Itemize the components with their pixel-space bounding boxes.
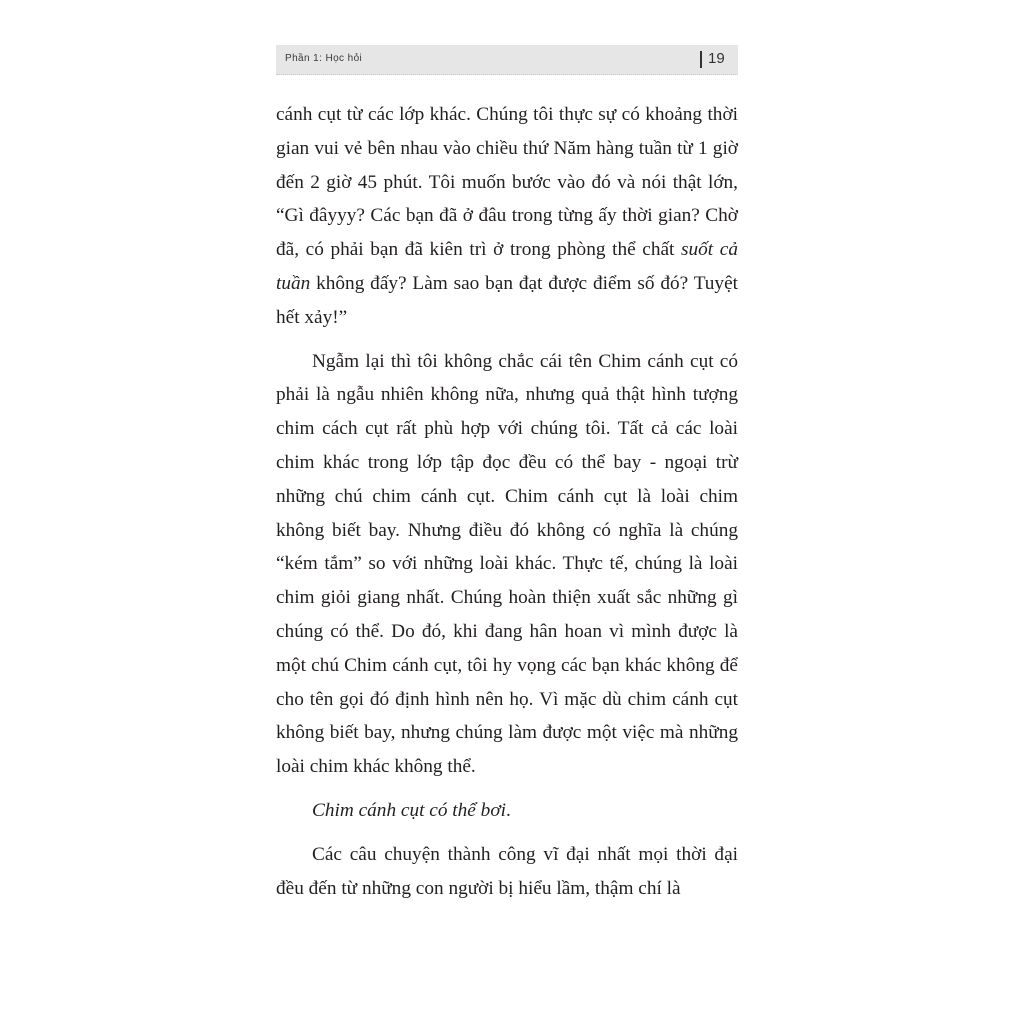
chapter-section-label: Phần 1: Học hỏi: [285, 53, 363, 64]
paragraph-3-italic-line: [276, 794, 738, 828]
paragraph-1-text-before: cánh cụt từ các lớp khác. Chúng tôi thực sự có khoảng thời gian vui vẻ bên nhau vào chiều thứ Năm hàng tuần từ 1 giờ đến 2 giờ 45 phút. Tôi muốn bước vào đó và nói thật lớn, “Gì đâyyy? Các bạn đã ở đâu trong từng ấy thời gian? Chờ đã, có phải bạn đã kiên trì ở trong phòng thể chất: [276, 104, 738, 261]
body-text: [276, 98, 738, 905]
paragraph-3-period: .: [505, 799, 511, 821]
paragraph-1: [276, 98, 738, 335]
paragraph-3-italic: Chim cánh cụt có thể bơi: [312, 799, 506, 821]
header-divider-bar: [700, 51, 702, 68]
paragraph-4: Các câu chuyện thành công vĩ đại nhất mọi thời đại đều đến từ những con người bị hiểu lầm, thậm chí là: [276, 843, 738, 899]
paragraph-1-text-after: không đấy? Làm sao bạn đạt được điểm số đó? Tuyệt hết xảy!”: [276, 272, 738, 328]
running-header: [276, 45, 738, 75]
paragraph-1-italic: suốt cả tuần: [276, 239, 738, 294]
page-number: 19: [708, 50, 725, 67]
paragraph-2: Ngẫm lại thì tôi không chắc cái tên Chim cánh cụt có phải là ngẫu nhiên không nữa, nhưng quả thật hình tượng chim cách cụt rất phù hợp với chúng tôi. Tất cả các loài chim khác trong lớp tập đọc đều có thể bay - ngoại trừ những chú chim cánh cụt. Chim cánh cụt là loài chim không biết bay. Nhưng điều đó không có nghĩa là chúng “kém tắm” so với những loài khác. Thực tế, chúng là loài chim giỏi giang nhất. Chúng hoàn thiện xuất sắc những gì chúng có thể. Do đó, khi đang hân hoan vì mình được là một chú Chim cánh cụt, tôi hy vọng các bạn khác không để cho tên gọi đó định hình nên họ. Vì mặc dù chim cánh cụt không biết bay, nhưng chúng làm được một việc mà những loài chim khác không thể.: [276, 350, 738, 778]
